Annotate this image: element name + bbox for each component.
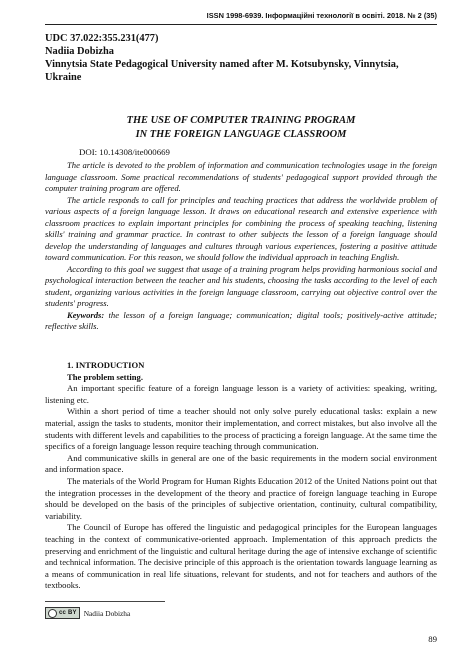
footnote-rule	[45, 601, 165, 602]
footnote	[45, 607, 130, 619]
abstract-paragraph-2: The article responds to call for principles and teaching practices that address the worldwide problem of various aspects of a foreign language lesson. It draws on educational research and extensive experience with classroom practices to explain important principles for combining the process of speaking teaching, listening skills' training and grammar practice. In contrast to other subjects the lesson of a foreign language should develop the understanding of languages and cultures through various experiences, fostering a positive attitude toward communication. For this reason, we should follow the individual approach in teaching English.	[45, 194, 437, 262]
keywords	[45, 310, 437, 333]
header-rule	[45, 24, 437, 25]
doi[interactable]: DOI: 10.14308/ite000669	[79, 147, 170, 157]
article-header	[45, 32, 437, 84]
subsection-heading: The problem setting.	[67, 371, 143, 382]
cc-license-badge[interactable]	[45, 607, 80, 619]
body-text	[45, 360, 437, 592]
udc-code: UDC 37.022:355.231(477)	[45, 33, 159, 44]
page-number: 89	[428, 634, 437, 644]
article-title	[45, 114, 437, 141]
author-name: Nadiia Dobizha	[45, 46, 114, 57]
running-head: ISSN 1998-6939. Інформаційні технології в освіті. 2018. № 2 (35)	[206, 11, 437, 20]
footnote-author: Nadiia Dobizha	[83, 608, 131, 618]
abstract-paragraph-3: According to this goal we suggest that usage of a training program helps providing harmonious social and psychological interaction between the teacher and his students, choosing the tasks according to the level of each student, organizing various activities in the foreign language classroom, carrying out objective control over the students' progress.	[45, 263, 437, 308]
section-heading: 1. INTRODUCTION	[67, 360, 145, 370]
body-paragraph-3: And communicative skills in general are one of the basic requirements in the modern social environment and information space.	[45, 452, 437, 475]
title-line-1: THE USE OF COMPUTER TRAINING PROGRAM	[126, 115, 356, 126]
keywords-label: Keywords:	[67, 309, 105, 320]
abstract	[45, 160, 437, 333]
title-line-2: IN THE FOREIGN LANGUAGE CLASSROOM	[135, 128, 347, 140]
author-affiliation: Vinnytsia State Pedagogical University named after M. Kotsubynsky, Vinnytsia, Ukraine	[45, 59, 399, 83]
body-paragraph-5: The Council of Europe has offered the linguistic and pedagogical principles for the European languages teaching in the context of communicative-oriented approach. Implementation of this approach predicts the preserving and enrichment of the linguistic and cultural heritage during the age of intensive exchange of scientific and technical information. The decisive principle of this approach is the orientation towards language learning as a means of communication in real life situations, relevant for students, and not for teachers and authors of the textbooks.	[45, 522, 437, 591]
body-paragraph-4: The materials of the World Program for Human Rights Education 2012 of the United Nations point out that the integration processes in the development of the theory and practice of foreign language teaching in Europe should be developed on the basis of the principles of subjective orientation, continuity, cultural compatibility, variability.	[45, 475, 437, 521]
body-paragraph-1: An important specific feature of a foreign language lesson is a variety of activities: speaking, writing, listening etc.	[45, 383, 437, 405]
cc-license-text: cc BY	[59, 610, 77, 616]
body-paragraph-2: Within a short period of time a teacher should not only solve purely educational tasks: explain a new material, assign the tasks to students, monitor their implementation, and correct mistakes, but also involve all the students with different levels and capabilities to the process of practicing a foreign language. At the same time the specifics of a foreign language lesson require teaching through communication.	[45, 406, 437, 452]
abstract-paragraph-1: The article is devoted to the problem of information and communication technologies usage in the foreign language classroom. Some practical recommendations of students' pedagogical support provided through the computer training program are offered.	[45, 160, 437, 193]
cc-icon	[48, 609, 57, 618]
keywords-list: the lesson of a foreign language; communication; digital tools; positively-active attitude; reflective skills.	[45, 309, 437, 331]
